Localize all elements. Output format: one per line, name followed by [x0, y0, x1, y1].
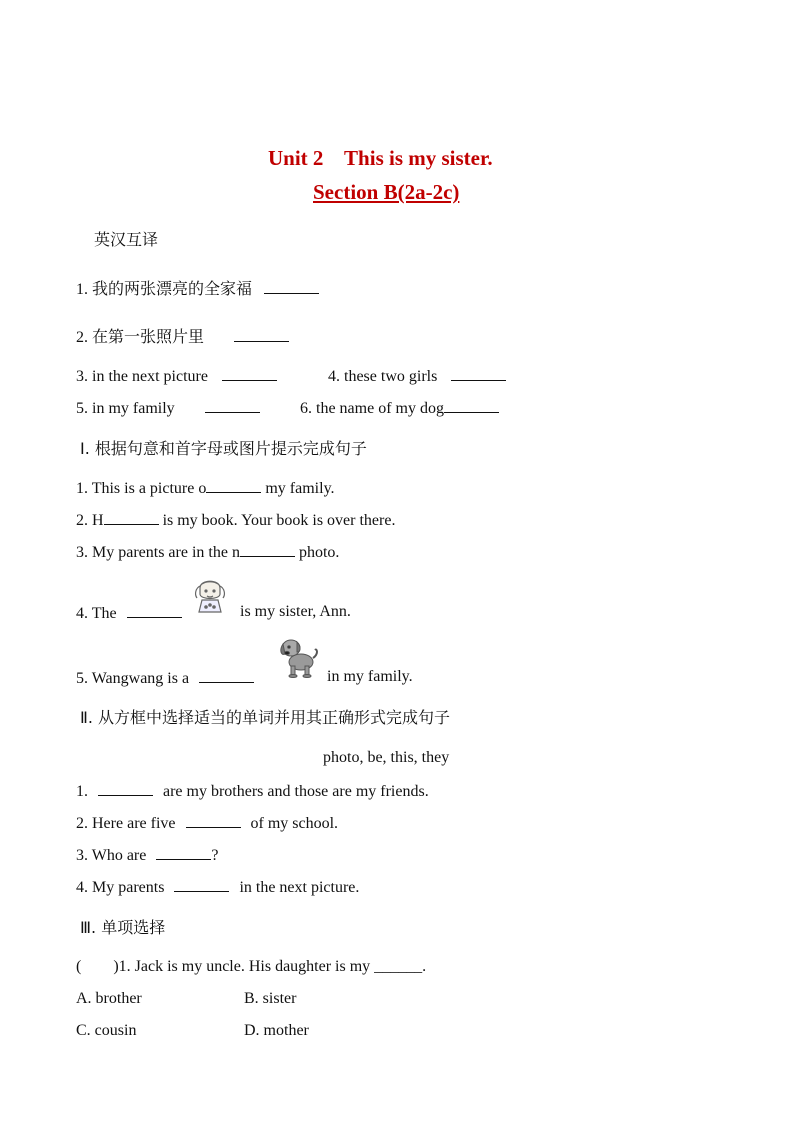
vocab-item-4: [328, 366, 506, 386]
part1-item-4-end: is my sister, Ann.: [240, 603, 351, 620]
question-text: 1. Jack is my uncle. His daughter is my ______.: [118, 958, 427, 975]
dog-icon: [277, 632, 321, 678]
part2-item-2: [76, 813, 338, 833]
girl-icon: [190, 574, 230, 616]
sentence-end: is my book. Your book is over there.: [158, 512, 396, 529]
option-d[interactable]: D. mother: [244, 1022, 309, 1039]
answer-blank[interactable]: [127, 603, 182, 618]
answer-blank[interactable]: [104, 510, 159, 525]
answer-blank[interactable]: [206, 478, 261, 493]
sentence-start: 1. This is a picture o: [76, 480, 207, 497]
part1-item-2: [76, 510, 395, 530]
vocab-item-3: [76, 366, 277, 386]
answer-blank[interactable]: [186, 813, 241, 828]
item-number: 3.: [76, 368, 88, 385]
sentence-end: my family.: [261, 480, 335, 497]
sentence-start: 4. The: [76, 605, 117, 622]
item-number: 2.: [76, 329, 88, 346]
option-c[interactable]: C. cousin: [76, 1022, 137, 1039]
answer-blank[interactable]: [451, 366, 506, 381]
page-subtitle: Section B(2a-2c): [313, 180, 460, 204]
answer-blank[interactable]: [156, 845, 211, 860]
sentence-start: 5. Wangwang is a: [76, 670, 190, 687]
answer-parenthesis[interactable]: ( ): [76, 958, 119, 975]
part1-item-5: [76, 668, 254, 688]
page-title: Unit 2 This is my sister.: [268, 146, 493, 170]
item-text: 我的两张漂亮的全家福: [92, 279, 253, 298]
sentence-start: 1.: [76, 783, 88, 800]
answer-blank[interactable]: [174, 877, 229, 892]
answer-blank[interactable]: [444, 398, 499, 413]
item-text: in the next picture: [92, 368, 208, 385]
question-1: [76, 958, 426, 976]
item-number: 4.: [328, 368, 340, 385]
part1-heading: Ⅰ. 根据句意和首字母或图片提示完成句子: [80, 439, 367, 458]
item-number: 5.: [76, 400, 88, 417]
answer-blank[interactable]: [205, 398, 260, 413]
vocab-item-6: [300, 398, 499, 418]
part1-item-5-end: in my family.: [327, 668, 413, 685]
sentence-start: 2. H: [76, 512, 104, 529]
sentence-end: in the next picture.: [239, 879, 360, 896]
sentence-start: 3. Who are: [76, 847, 147, 864]
part1-item-3: [76, 542, 339, 562]
part2-item-1: [76, 781, 429, 801]
answer-blank[interactable]: [264, 279, 319, 294]
item-text: 在第一张照片里: [92, 327, 205, 346]
item-number: 6.: [300, 400, 312, 417]
answer-blank[interactable]: [222, 366, 277, 381]
vocab-item-1: [76, 276, 319, 299]
part1-item-1: [76, 478, 335, 498]
sentence-start: 4. My parents: [76, 879, 165, 896]
part1-item-4: [76, 603, 182, 623]
option-b[interactable]: B. sister: [244, 990, 297, 1007]
answer-blank[interactable]: [199, 668, 254, 683]
option-a[interactable]: A. brother: [76, 990, 142, 1007]
vocab-item-2: [76, 324, 289, 347]
vocab-heading: 英汉互译: [94, 230, 159, 249]
item-text: these two girls: [344, 368, 438, 385]
sentence-end: are my brothers and those are my friends.: [163, 783, 429, 800]
answer-blank[interactable]: [98, 781, 153, 796]
sentence-start: 2. Here are five: [76, 815, 176, 832]
vocab-item-5: [76, 398, 260, 418]
item-number: 1.: [76, 281, 88, 298]
sentence-end: ?: [211, 847, 219, 864]
answer-blank[interactable]: [240, 542, 295, 557]
part2-item-4: [76, 877, 359, 897]
part2-item-3: [76, 845, 218, 865]
item-text: the name of my dog: [316, 400, 444, 417]
word-box: photo, be, this, they: [323, 749, 450, 766]
sentence-end: of my school.: [250, 815, 339, 832]
item-text: in my family: [92, 400, 175, 417]
sentence-start: 3. My parents are in the n: [76, 544, 240, 561]
answer-blank[interactable]: [234, 327, 289, 342]
part3-heading: Ⅲ. 单项选择: [80, 918, 166, 937]
sentence-end: photo.: [294, 544, 340, 561]
part2-heading: Ⅱ. 从方框中选择适当的单词并用其正确形式完成句子: [80, 708, 451, 727]
